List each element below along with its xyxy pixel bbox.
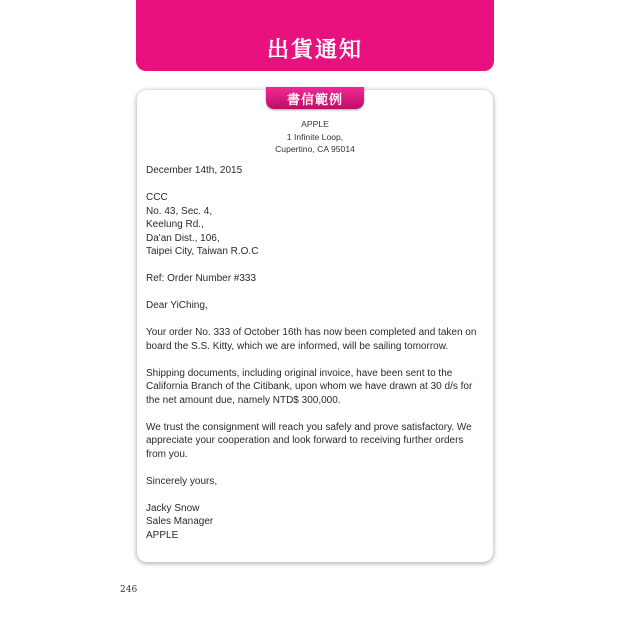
sender-address: [137, 118, 493, 156]
page-number: 246: [120, 585, 138, 595]
recipient-line: Taipei City, Taiwan R.O.C: [146, 246, 259, 257]
signature-line: Jacky Snow: [146, 502, 200, 514]
paragraph-3-line: We trust the consignment will reach you safely and prove satisfactory. We: [146, 421, 472, 433]
paragraph-1-line: board the S.S. Kitty, which we are informed, will be sailing tomorrow.: [146, 340, 449, 352]
signature-line: APPLE: [146, 529, 179, 541]
paragraph-3-line: appreciate your cooperation and look forward to receiving further orders: [146, 435, 464, 446]
reference-line: Ref: Order Number #333: [146, 273, 257, 284]
recipient-line: Da'an Dist., 106,: [146, 232, 220, 244]
paragraph-1-line: Your order No. 333 of October 16th has now been completed and taken on: [146, 327, 477, 338]
recipient-line: CCC: [146, 192, 168, 203]
paragraph-3-line: from you.: [146, 448, 188, 460]
signature-line: Sales Manager: [146, 516, 214, 527]
closing: Sincerely yours,: [146, 475, 218, 487]
sender-line: APPLE: [301, 119, 329, 129]
letter-date: December 14th, 2015: [146, 165, 243, 176]
recipient-line: No. 43, Sec. 4,: [146, 205, 213, 217]
salutation: Dear YiChing,: [146, 300, 208, 311]
sample-letter-tab: [266, 87, 364, 109]
sender-line: Cupertino, CA 95014: [275, 144, 355, 154]
paragraph-2-line: the net amount due, namely NTD$ 300,000.: [146, 394, 341, 406]
header-banner: [136, 0, 494, 71]
sender-line: 1 Infinite Loop,: [286, 131, 344, 142]
tab-label-text: 書信範例: [286, 92, 343, 108]
page-title: 出貨通知: [266, 38, 363, 63]
paragraph-2-line: California Branch of the Citibank, upon whom we have drawn at 30 d/s for: [146, 381, 473, 392]
recipient-line: Keelung Rd.,: [146, 219, 204, 230]
letter-body: [146, 164, 486, 542]
paragraph-2-line: Shipping documents, including original invoice, have been sent to the: [146, 367, 453, 379]
